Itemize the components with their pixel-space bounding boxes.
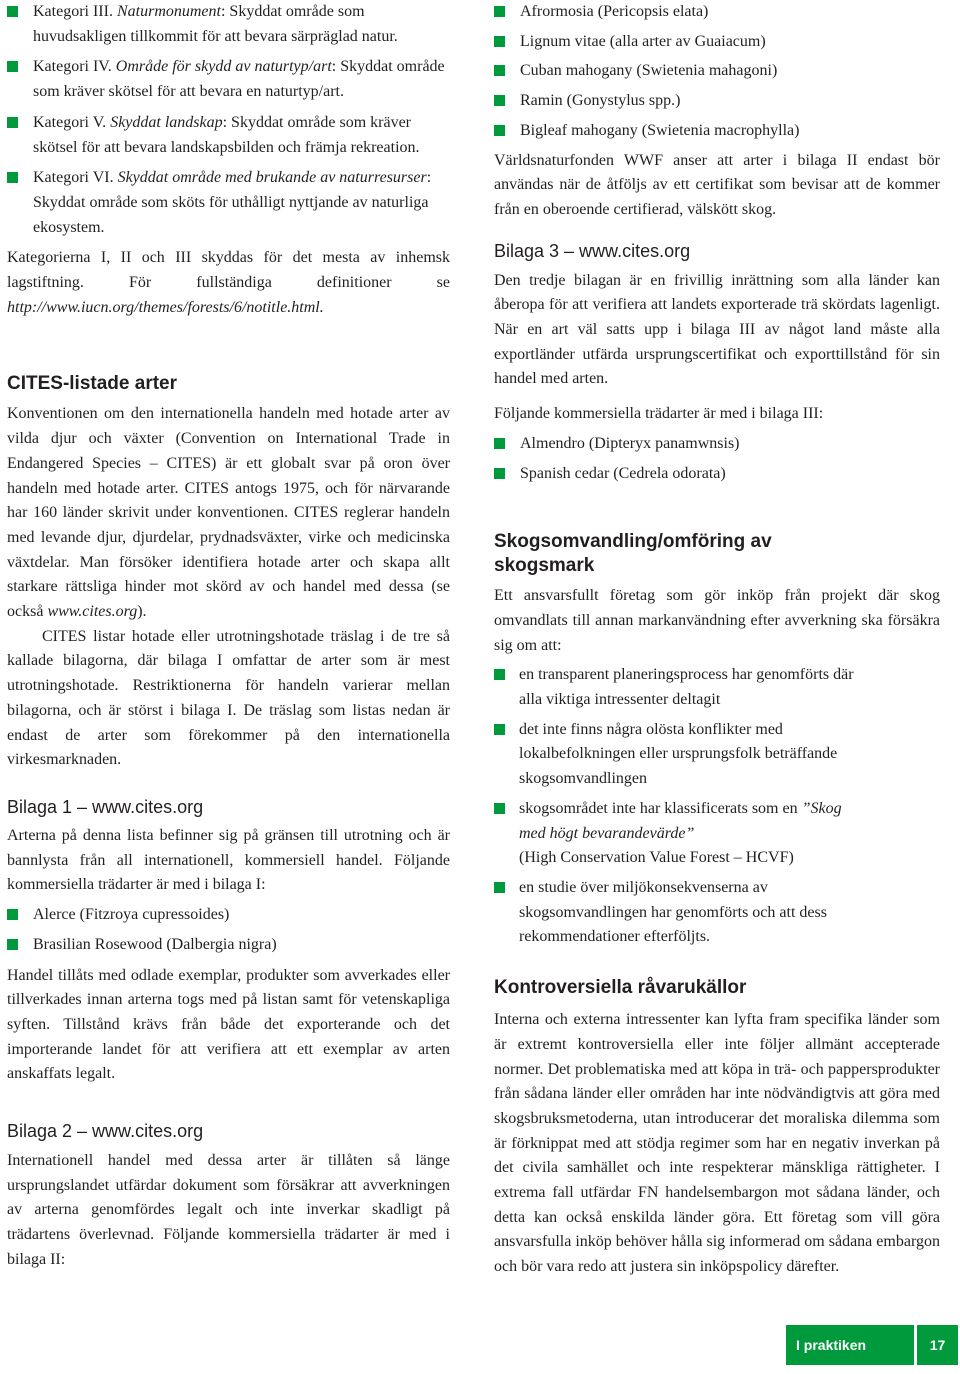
square-bullet-icon: [7, 909, 18, 920]
bilaga2-paragraph-1: Internationell handel med dessa arter är tillåten så länge ursprungslandet utfärdar dokument som försäkrar att avverkningen av arterna genomfördes legalt och inte inverkar skadligt på trädartens överlevnad. Följande kommersiella trädarter är med i bilaga II:: [7, 1152, 450, 1268]
list-item: Ramin (Gonystylus spp.): [494, 89, 940, 114]
kontroversiella-paragraph: Interna och externa intressenter kan lyfta fram specifika länder som är extremt kontroversiella eller inte följer allmänt accepterade normer. Det problematiska med att köpa in trä- och pappersprodukter från sådana länder eller områden har inte nödvändigtvis att göra med skogsbruksmetoderna, utan introducerar det moraliska dilemma som är förknippat med att stödja regimer som har en negativ inverkan på det civila samhället och inte respekterar mänskliga rättigheter. I extrema fall utfärdar FN handelsembargon mot sådana länder, och detta kan också enskilda länder göra. Ett företag som vill göra ansvarsfulla inköp behöver hålla sig informerad om sådana embargon och bör vara redo att justera sin inköpspolicy därefter.: [494, 1011, 940, 1276]
bilaga3-heading: Bilaga 3 – www.cites.org: [494, 240, 691, 261]
square-bullet-icon: [7, 6, 18, 17]
list-item: Alerce (Fitzroya cupressoides): [7, 903, 450, 928]
list-item: Bigleaf mahogany (Swietenia macrophylla): [494, 119, 940, 144]
bilaga2-species-list: [494, 0, 940, 144]
square-bullet-icon: [7, 172, 18, 183]
bilaga1-species-list: [7, 903, 450, 957]
bilaga2-heading: Bilaga 2 – www.cites.org: [7, 1121, 204, 1142]
skogsomvandling-list: [494, 663, 940, 950]
square-bullet-icon: [494, 669, 505, 680]
category-list: [7, 0, 450, 240]
list-item: Afrormosia (Pericopsis elata): [494, 0, 940, 25]
cites-link[interactable]: www.cites.org: [47, 603, 138, 621]
square-bullet-icon: [494, 438, 505, 449]
list-item: Cuban mahogany (Swietenia mahagoni): [494, 59, 940, 84]
cites-paragraph-2: CITES listar hotade eller utrotningshotade träslag i de tre så kallade bilagorna, där bilaga I omfattar de arter som är mest utrotningshotade. Restriktionerna för handeln varierar mellan bilagorna, och är störst i bilaga I. De träslag som listas nedan är endast de arter som förekommer på den internationella virkesmarknaden.: [7, 627, 450, 769]
list-item: Kategori III. Naturmonument: Skyddat område som huvudsakligen tillkommit för att bevara särpräglad natur.: [7, 0, 450, 49]
iucn-link[interactable]: http://www.iucn.org/themes/forests/6/notitle.html.: [7, 298, 324, 316]
bilaga3-paragraph-1: Den tredje bilagan är en frivillig inrättning som alla länder kan åberopa för att verifiera att landets exporterade trä skördats lagenligt. När en art väl satts upp i bilaga III av något land måste alla exportländer utfärda ursprungscertifikat och exporttillstånd för sin handel med arten.: [494, 271, 940, 388]
kontroversiella-heading: Kontroversiella råvarukällor: [494, 977, 747, 999]
list-item: en transparent planeringsprocess har genomförts där alla viktiga intressenter deltagit: [494, 663, 940, 712]
square-bullet-icon: [7, 117, 18, 128]
square-bullet-icon: [494, 468, 505, 479]
square-bullet-icon: [7, 939, 18, 950]
square-bullet-icon: [494, 36, 505, 47]
square-bullet-icon: [494, 95, 505, 106]
square-bullet-icon: [494, 724, 505, 735]
categories-note: Kategorierna I, II och III skyddas för det mesta av inhemsk lagstiftning. För fullständiga definitioner se http://www.iucn.org/themes/forests/6/notitle.html.: [7, 249, 450, 316]
list-item: Brasilian Rosewood (Dalbergia nigra): [7, 933, 450, 958]
bilaga1-paragraph-1: Arterna på denna lista befinner sig på gränsen till utrotning och är bannlysta från all internationell, kommersiell handel. Följande kommersiella trädarter är med i bilaga I:: [7, 826, 450, 894]
list-item: en studie över miljökonsekvenserna av skogsomvandlingen har genomförts och att dess rekommendationer efterföljts.: [494, 876, 940, 950]
bilaga2-note: Världsnaturfonden WWF anser att arter i bilaga II endast bör användas när de åtföljs av ett certifikat som bevisar att de kommer från en oberoende certifierad, välskött skog.: [494, 151, 940, 218]
bilaga3-species-list: [494, 432, 940, 486]
square-bullet-icon: [494, 803, 505, 814]
skogsomvandling-heading: Skogsomvandling/omföring av skogsmark: [494, 531, 772, 577]
skogsomvandling-paragraph: Ett ansvarsfullt företag som gör inköp från projekt där skog omvandlats till annan markanvändning efter avverkning ska försäkra sig om att:: [494, 587, 940, 654]
list-item: Almendro (Dipteryx panamwnsis): [494, 432, 940, 457]
square-bullet-icon: [494, 6, 505, 17]
list-item: Kategori VI. Skyddat område med brukande av naturresurser: Skyddat område som sköts för uthålligt nyttjande av naturliga ekosystem.: [7, 166, 450, 240]
bilaga1-heading: Bilaga 1 – www.cites.org: [7, 796, 204, 817]
page-footer: [786, 1325, 958, 1365]
list-item: Kategori V. Skyddat landskap: Skyddat område som kräver skötsel för att bevara landskapsbilden och främja rekreation.: [7, 111, 450, 160]
right-column: [494, 0, 940, 1280]
left-column: [7, 0, 450, 1273]
square-bullet-icon: [494, 125, 505, 136]
cites-paragraph-1: Konventionen om den internationella handeln med hotade arter av vilda djur och växter (Convention on International Trade in Endangered Species – CITES) är ett globalt svar på oron över handeln med hotade arter. CITES antogs 1975, och för närvarande har 160 länder skrivit under konventionen. CITES reglerar handeln med levande djur, djurdelar, prydnadsväxter, virke och medicinska växtdelar. Man försöker identifiera hotade arter och skapa allt starkare rättsliga hinder mot skörd av och handel med dessa (se också www.cites.org).: [7, 405, 450, 621]
list-item: Lignum vitae (alla arter av Guaiacum): [494, 30, 940, 55]
footer-section-label: I praktiken: [786, 1325, 914, 1365]
square-bullet-icon: [494, 882, 505, 893]
list-item: Spanish cedar (Cedrela odorata): [494, 462, 940, 487]
square-bullet-icon: [494, 65, 505, 76]
list-item: det inte finns några olösta konflikter med lokalbefolkningen eller ursprungsfolk beträffande skogsomvandlingen: [494, 718, 940, 792]
list-item: Kategori IV. Område för skydd av naturtyp/art: Skyddat område som kräver skötsel för att bevara en naturtyp/art.: [7, 55, 450, 104]
list-item: skogsområdet inte har klassificerats som en ”Skog med högt bevarandevärde” (High Conservation Value Forest – HCVF): [494, 797, 940, 871]
bilaga3-paragraph-2: Följande kommersiella trädarter är med i bilaga III:: [494, 405, 824, 423]
cites-heading: CITES-listade arter: [7, 373, 177, 395]
square-bullet-icon: [7, 61, 18, 72]
bilaga1-paragraph-2: Handel tillåts med odlade exemplar, produkter som avverkades eller tillverkades innan arterna togs med på listan samt för vetenskapliga syften. Tillstånd krävs från både det exporterande och det importerande landet för att verifiera att ett exemplar av arten anskaffats legalt.: [7, 966, 450, 1083]
page-number: 17: [917, 1325, 958, 1365]
